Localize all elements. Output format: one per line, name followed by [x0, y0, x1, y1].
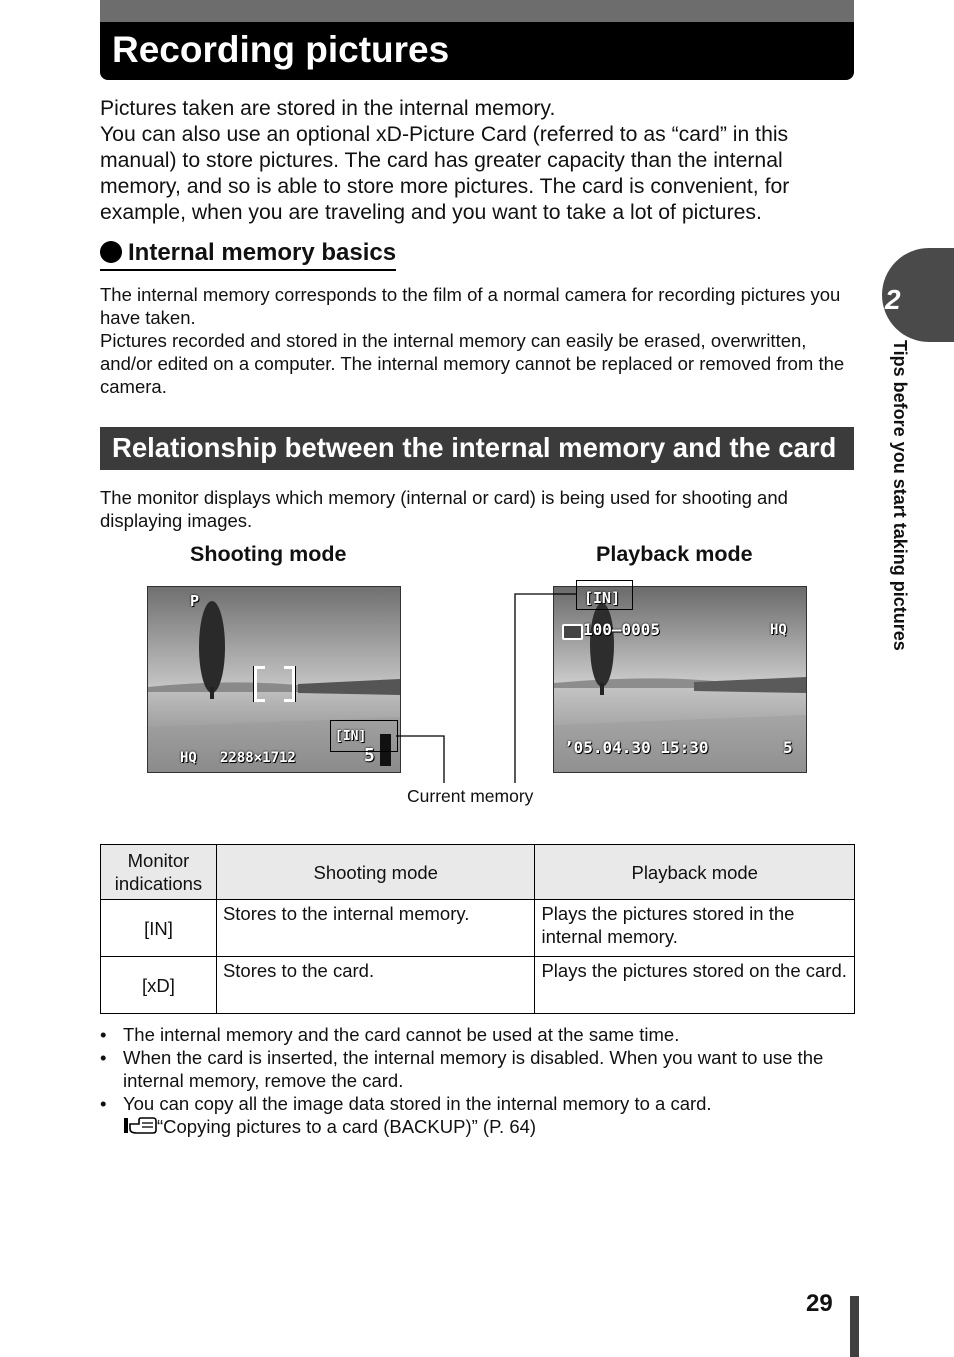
section-heading: Relationship between the internal memory and the card	[112, 432, 837, 463]
chapter-title-vertical	[880, 340, 920, 760]
playback-datetime: ’05.04.30 15:30	[564, 738, 709, 757]
shooting-mode-label: Shooting mode	[190, 542, 347, 566]
table-cell-shooting: Stores to the internal memory.	[216, 900, 535, 957]
memory-indications-table	[100, 844, 855, 1014]
reference-text: “Copying pictures to a card (BACKUP)” (P. 64)	[157, 1116, 537, 1137]
table-header-cell: Playback mode	[535, 845, 855, 900]
note-text: When the card is inserted, the internal memory is disabled. When you want to use the internal memory, remove the card.	[123, 1047, 824, 1091]
playback-frame-number: 5	[783, 738, 793, 757]
playback-quality: HQ	[770, 622, 787, 638]
table-cell-playback: Plays the pictures stored in the internal memory.	[535, 900, 855, 957]
table-cell-indication: [IN]	[101, 900, 217, 957]
shooting-remaining-count: 5	[364, 745, 375, 766]
callout-line-playback	[515, 594, 576, 783]
page-reference-icon	[123, 1116, 157, 1136]
playback-memory-indicator: [IN]	[584, 589, 621, 607]
relationship-description-text: The monitor displays which memory (internal or card) is being used for shooting and displaying images.	[100, 487, 788, 531]
list-item	[100, 1023, 860, 1046]
chapter-number: 2	[885, 284, 901, 315]
shooting-mode-indicator: P	[190, 592, 200, 610]
table-cell-playback: Plays the pictures stored on the card.	[535, 957, 855, 1014]
playback-mode-label: Playback mode	[596, 542, 753, 566]
list-item	[100, 1046, 860, 1092]
basics-paragraph-1: The internal memory corresponds to the film of a normal camera for recording pictures you have taken.	[100, 284, 841, 328]
note-text: You can copy all the image data stored in the internal memory to a card.	[123, 1093, 712, 1114]
table-row	[101, 957, 855, 1014]
intro-line-1: Pictures taken are stored in the internal memory.	[100, 97, 556, 120]
chapter-title: Tips before you start taking pictures	[890, 340, 910, 651]
table-header-row	[101, 845, 855, 900]
list-item	[100, 1092, 860, 1138]
notes-list	[100, 1023, 860, 1138]
table-cell-shooting: Stores to the card.	[216, 957, 535, 1014]
shooting-quality: HQ	[180, 750, 197, 766]
intro-line-2: You can also use an optional xD-Picture Card (referred to as “card” in this manual) to store pictures. The card has greater capacity than the internal memory, and so is able to store more pictures. The card is convenient, for example, when you are traveling and you want to take a lot of pictures.	[100, 123, 790, 224]
shooting-memory-indicator: [IN]	[335, 729, 367, 744]
table-header-cell: Shooting mode	[216, 845, 535, 900]
table-header-cell: Monitor indications	[101, 845, 217, 900]
shooting-resolution: 2288×1712	[220, 750, 296, 766]
callout-line-shooting	[396, 736, 444, 783]
basics-heading-text: Internal memory basics	[128, 239, 397, 266]
page-title: Recording pictures	[112, 29, 450, 70]
current-memory-callout: Current memory	[407, 786, 534, 806]
playback-file-number: 100–0005	[583, 620, 661, 639]
page-number: 29	[806, 1290, 833, 1317]
table-cell-indication: [xD]	[101, 957, 217, 1014]
basics-paragraph-2: Pictures recorded and stored in the internal memory can easily be erased, overwritten, and/or edited on a computer. The internal memory cannot be replaced or removed from the camera.	[100, 330, 845, 397]
table-row	[101, 900, 855, 957]
note-text: The internal memory and the card cannot be used at the same time.	[123, 1024, 680, 1045]
page-edge-bar	[850, 1296, 859, 1357]
